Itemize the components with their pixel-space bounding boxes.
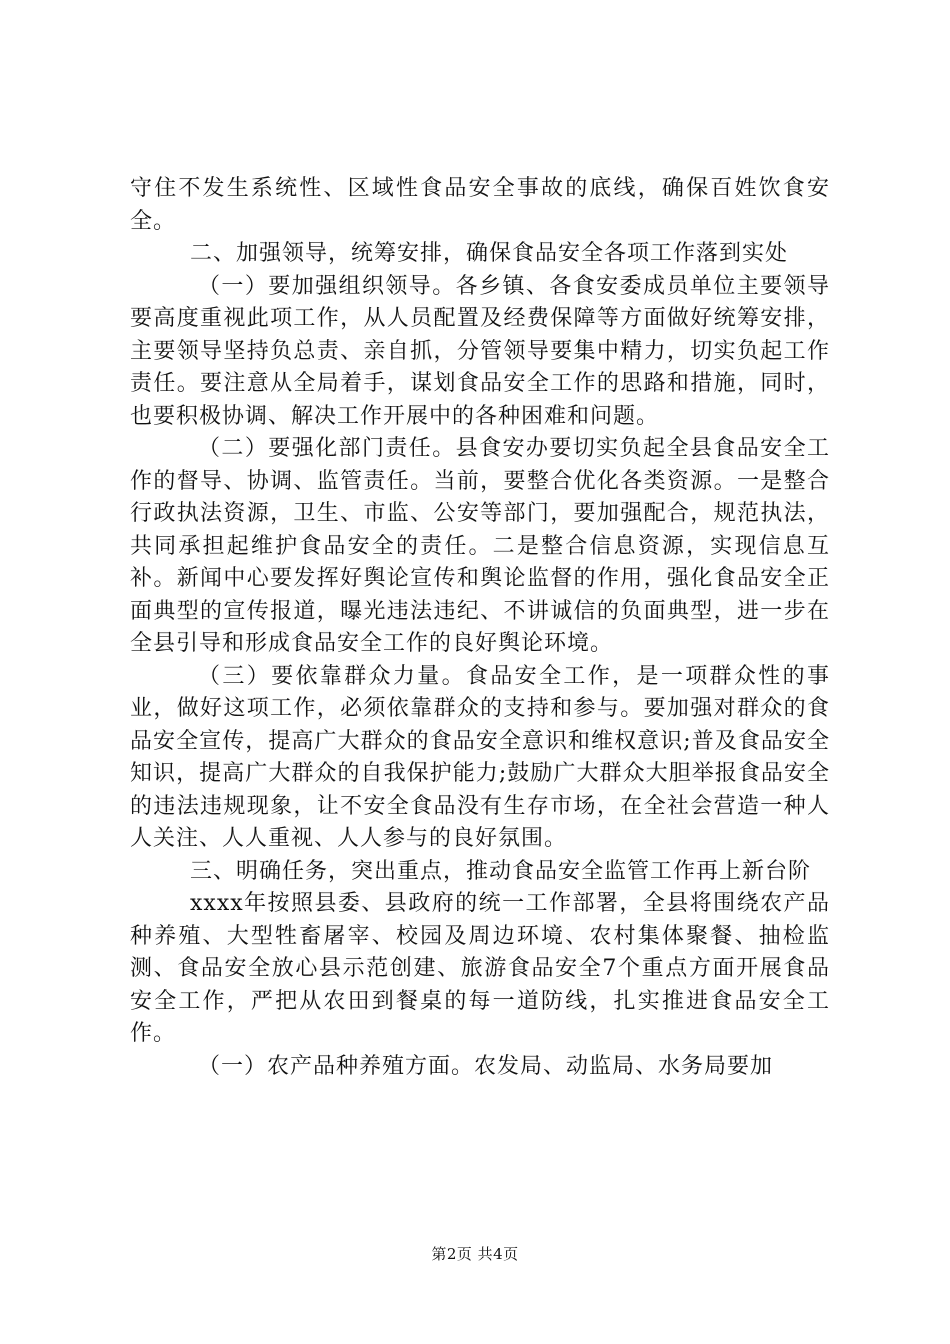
paragraph-public-participation: （三）要依靠群众力量。食品安全工作，是一项群众性的事业，做好这项工作，必须依靠群众的支持和参与。要加强对群众的食品安全宣传，提高广大群众的食品安全意识和维权意识;普及食品安全知识，提高广大群众的自我保护能力;鼓励广大群众大胆举报食品安全的违法违规现象，让不安全食品没有生存市场，在全社会营造一种人人关注、人人重视、人人参与的良好氛围。 xyxy=(130,663,830,851)
paragraph-1: 守住不发生系统性、区域性食品安全事故的底线，确保百姓饮食安全。 xyxy=(130,176,830,234)
page-footer: 第2页 共4页 xyxy=(431,1245,519,1263)
paragraph-organization-leadership: （一）要加强组织领导。各乡镇、各食安委成员单位主要领导要高度重视此项工作，从人员配置及经费保障等方面做好统筹安排，主要领导坚持负总责、亲自抓，分管领导要集中精力，切实负起工作责任。要注意从全局着手，谋划食品安全工作的思路和措施，同时，也要积极协调、解决工作开展中的各种困难和问题。 xyxy=(130,273,830,429)
paragraph-department-responsibility: （二）要强化部门责任。县食安办要切实负起全县食品安全工作的督导、协调、监管责任。当前，要整合优化各类资源。一是整合行政执法资源，卫生、市监、公安等部门，要加强配合，规范执法，共同承担起维护食品安全的责任。二是整合信息资源，实现信息互补。新闻中心要发挥好舆论宣传和舆论监督的作用，强化食品安全正面典型的宣传报道，曝光违法违纪、不讲诚信的负面典型，进一步在全县引导和形成食品安全工作的良好舆论环境。 xyxy=(130,436,830,656)
section-heading-2: 二、加强领导，统筹安排，确保食品安全各项工作落到实处 xyxy=(190,241,789,266)
paragraph-annual-plan: xxxx年按照县委、县政府的统一工作部署，全县将围绕农产品种养殖、大型牲畜屠宰、校园及周边环境、农村集体聚餐、抽检监测、食品安全放心县示范创建、旅游食品安全7个重点方面开展食品安全工作，严把从农田到餐桌的每一道防线，扎实推进食品安全工作。 xyxy=(130,891,830,1046)
paragraph-agriculture: （一）农产品种养殖方面。农发局、动监局、水务局要加 xyxy=(198,1053,774,1079)
section-heading-3: 三、明确任务，突出重点，推动食品安全监管工作再上新台阶 xyxy=(190,858,812,884)
document-body xyxy=(130,173,830,1083)
